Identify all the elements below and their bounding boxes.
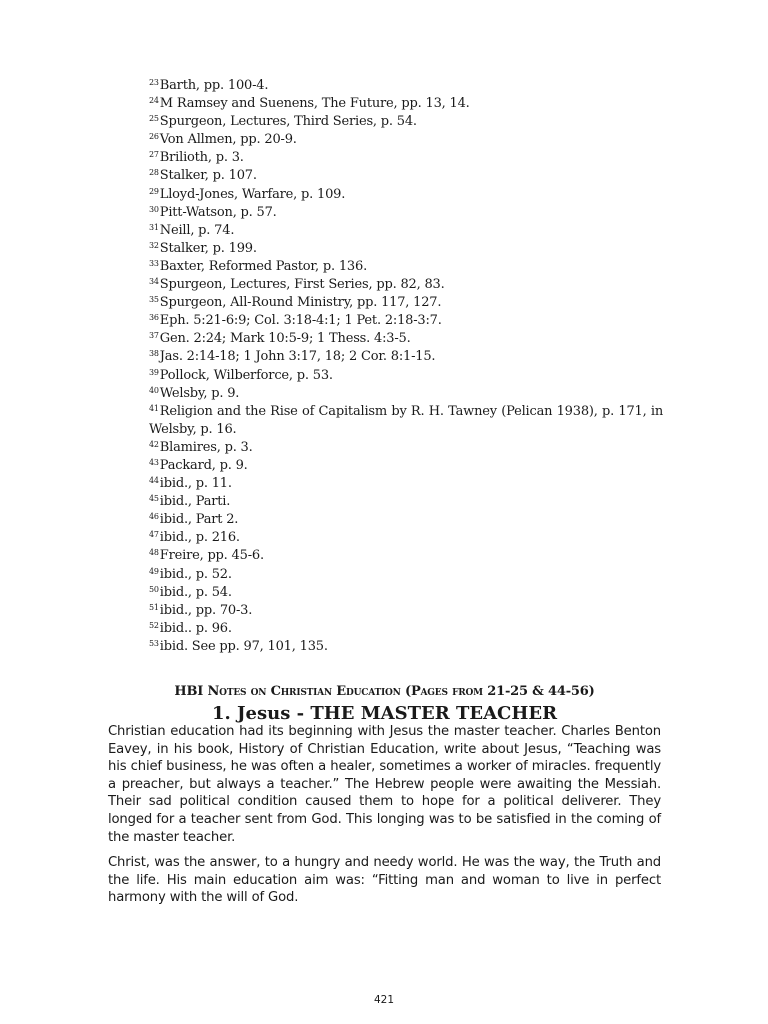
footnote-text: Spurgeon, Lectures, First Series, pp. 82, 83. [159,277,445,293]
footnote-number: 23 [149,78,159,87]
footnote-text: Spurgeon, Lectures, Third Series, p. 54. [159,114,417,130]
footnote-number: 51 [149,602,159,612]
footnote-text: Neill, p. 74. [159,222,235,238]
footnote [149,95,663,113]
footnote-text: ibid., pp. 70-3. [159,602,253,618]
footnote-text: Stalker, p. 107. [159,168,257,184]
footnote-text: Welsby, p. 9. [159,385,240,401]
footnote-text: ibid., p. 216. [159,530,240,546]
footnote-number: 29 [149,186,159,196]
footnote-text: Von Allmen, pp. 20-9. [159,132,297,148]
footnote-text: Spurgeon, All-Round Ministry, pp. 117, 127. [159,295,442,311]
footnote-number: 31 [149,222,159,232]
footnote-text: Blamires, p. 3. [159,439,253,455]
footnote-text: M Ramsey and Suenens, The Future, pp. 13, 14. [159,96,470,112]
footnote-text: Brilioth, p. 3. [159,150,244,166]
footnote [149,638,663,656]
footnote-number: 38 [149,349,159,359]
footnote [149,620,663,638]
footnote-text: Gen. 2:24; Mark 10:5-9; 1 Thess. 4:3-5. [159,331,411,347]
footnote-text: ibid., p. 11. [159,476,232,492]
footnote-number: 37 [149,331,159,341]
footnote-text: Pitt-Watson, p. 57. [159,204,277,220]
footnote [149,367,663,385]
footnote-text: Packard, p. 9. [159,457,248,473]
footnote [149,240,663,258]
footnote-number: 25 [149,114,159,124]
footnote [149,547,663,565]
footnote [149,348,663,366]
footnote-number: 52 [149,620,159,630]
footnote-number: 43 [149,457,159,467]
footnote-text: ibid.. p. 96. [159,620,232,636]
footnote [149,113,663,131]
footnote-text: Lloyd-Jones, Warfare, p. 109. [159,186,346,202]
footnote-text: Freire, pp. 45-6. [159,548,264,564]
body-text [108,723,661,915]
footnote-number: 36 [149,313,159,323]
footnote [149,312,663,330]
footnote-number: 53 [149,638,159,648]
footnote-number: 48 [149,548,159,558]
footnote-number: 41 [149,403,159,413]
footnote-number: 42 [149,439,159,449]
footnote [149,167,663,185]
footnote-number: 33 [149,258,159,268]
footnote-number: 34 [149,277,159,287]
footnote-number: 47 [149,530,159,540]
footnote-number: 35 [149,295,159,305]
footnote [149,493,663,511]
footnote [149,529,663,547]
footnote-number: 24 [149,96,159,106]
footnote-number: 28 [149,168,159,178]
footnote [149,276,663,294]
footnote-text: Baxter, Reformed Pastor, p. 136. [159,258,368,274]
footnote-number: 45 [149,494,159,504]
footnote-text: Religion and the Rise of Capitalism by R. H. Tawney (Pelican 1938), p. 171, in Welsby, p. 16. [149,403,663,437]
footnote-number: 50 [149,584,159,594]
footnote [149,385,663,403]
footnote [149,204,663,222]
footnote [149,131,663,149]
footnote [149,294,663,312]
footnote-number: 44 [149,476,159,486]
chapter-title: 1. Jesus - THE MASTER TEACHER [211,703,558,724]
footnote-text: ibid., Parti. [159,494,231,510]
footnote-text: ibid. See pp. 97, 101, 135. [159,638,328,654]
section-heading [108,684,661,699]
footnote-number: 40 [149,385,159,395]
footnote [149,77,663,95]
footnote-text: Eph. 5:21-6:9; Col. 3:18-4:1; 1 Pet. 2:18-3:7. [159,313,442,329]
footnote [149,258,663,276]
footnote-number: 32 [149,240,159,250]
footnote [149,511,663,529]
footnote [149,186,663,204]
footnote-text: ibid., p. 54. [159,584,232,600]
section-heading-text: HBI Notes on Christian Education (Pages from 21-25 & 44-56) [174,684,595,699]
footnote [149,330,663,348]
footnote-text: Stalker, p. 199. [159,240,257,256]
page-number: 421 [373,994,395,1006]
footnote [149,403,663,439]
footnotes-list [149,77,663,656]
footnote [149,149,663,167]
paragraph: Christ, was the answer, to a hungry and needy world. He was the way, the Truth and the life. His main education aim was: “Fitting man and woman to live in perfect harmony with the will of God. [108,855,661,906]
footnote-number: 30 [149,204,159,214]
footnote-number: 27 [149,150,159,160]
footnote [149,584,663,602]
footnote-text: Jas. 2:14-18; 1 John 3:17, 18; 2 Cor. 8:1-15. [159,349,436,365]
footnote [149,602,663,620]
footnote-number: 46 [149,512,159,522]
footnote-text: ibid., p. 52. [159,566,232,582]
footnote [149,222,663,240]
footnote-text: Pollock, Wilberforce, p. 53. [159,367,333,383]
footnote [149,457,663,475]
paragraph: Christian education had its beginning with Jesus the master teacher. Charles Benton Eavey, in his book, History of Christian Education, write about Jesus, “Teaching was his chief business, he was often a healer, sometimes a worker of miracles. frequently a preacher, but always a teacher.” The Hebrew people were awaiting the Messiah. Their sad political condition caused them to hope for a political deliverer. They longed for a teacher sent from God. This longing was to be satisfied in the coming of the master teacher. [108,724,661,845]
footnote [149,439,663,457]
footnote [149,566,663,584]
footnote-number: 39 [149,367,159,377]
footnote [149,475,663,493]
footnote-text: Barth, pp. 100-4. [159,78,269,93]
footnote-number: 49 [149,566,159,576]
footnote-text: ibid., Part 2. [159,512,239,528]
footnote-number: 26 [149,132,159,142]
